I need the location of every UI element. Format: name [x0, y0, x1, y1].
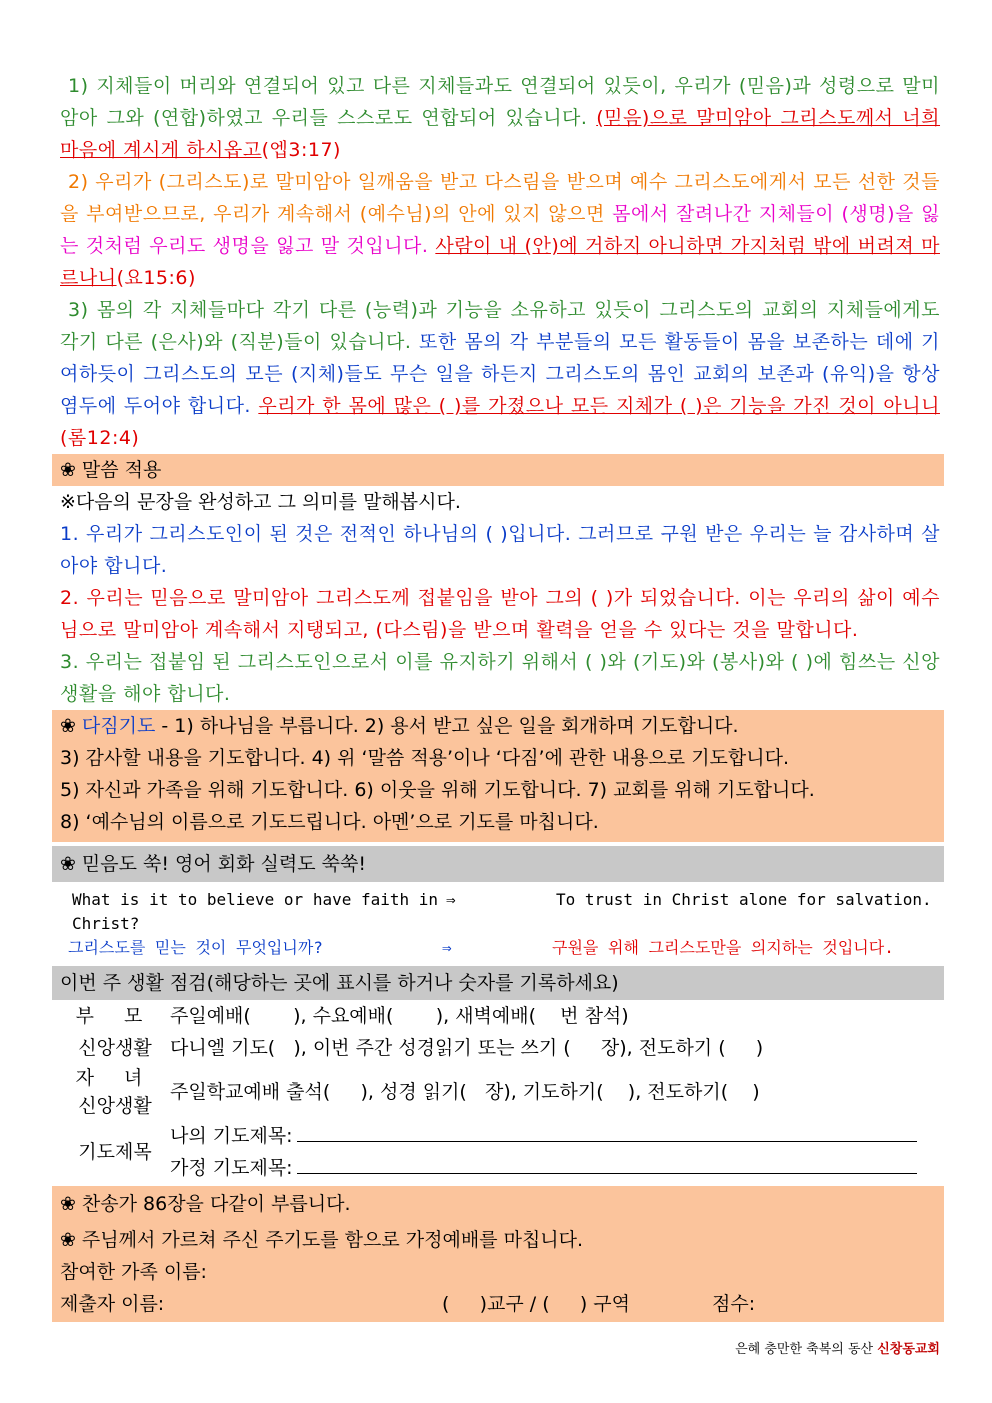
question-en: What is it to believe or have faith in Christ? — [72, 890, 439, 933]
parents-row-1 — [60, 1000, 940, 1032]
children-line: 주일학교예배 출석( ), 성경 읽기( 장), 기도하기( ), 전도하기( ) — [170, 1081, 760, 1103]
parents-line-1: 주일예배( ), 수요예배( ), 새벽예배( 번 참석) — [170, 1005, 629, 1027]
check-section — [60, 1000, 940, 1184]
answer-ko: 구원을 위해 그리스도만을 의지하는 것입니다. — [552, 938, 894, 957]
my-prayer-row — [170, 1120, 917, 1152]
english-header — [52, 846, 944, 882]
lord-prayer-text: 주님께서 가르쳐 주신 주기도를 함으로 가정예배를 마칩니다. — [81, 1229, 584, 1251]
paragraph-3 — [60, 294, 940, 454]
arrow-icon: ⇒ — [446, 890, 456, 909]
apply-header-label: 말씀 적용 — [81, 459, 162, 481]
flower-icon: ❀ — [60, 1193, 76, 1215]
paragraph-2-magenta: 몸에서 잘려나간 지체들이 (생명)을 잃는 것처럼 우리도 생명을 잃고 말 것입니다. — [60, 203, 940, 257]
paragraph-2-ref: (요15:6) — [116, 267, 196, 289]
district-field[interactable]: ( )교구 / ( ) 구역 — [442, 1293, 630, 1315]
arrow-icon: ⇒ — [442, 938, 452, 957]
parents-label: 부 모 — [75, 1005, 155, 1027]
apply-item-1: 1. 우리가 그리스도인이 된 것은 전적인 하나님의 ( )입니다. 그러므로 구원 받은 우리는 늘 감사하며 살아야 합니다. — [60, 523, 940, 577]
flower-icon: ❀ — [60, 853, 76, 875]
flower-icon: ❀ — [60, 1229, 76, 1251]
parents-faith-label: 신앙생활 — [78, 1037, 152, 1059]
paragraph-1 — [60, 70, 940, 166]
footer-motto: 은혜 충만한 축복의 동산 — [735, 1342, 874, 1357]
answer-en: To trust in Christ alone for salvation. — [556, 890, 932, 909]
paragraph-3-text: 3) 몸의 각 지체들마다 각기 다른 (능력)과 기능을 소유하고 있듯이 그리스도의 교회의 지체들에게도 각기 다른 (은사)와 (직분)들이 있습니다. — [60, 299, 940, 353]
my-prayer-field[interactable] — [297, 1121, 917, 1142]
prayer-topics — [170, 1120, 917, 1184]
question-ko: 그리스도를 믿는 것이 무엇입니까? — [68, 938, 323, 957]
english-qa — [60, 882, 940, 966]
paragraph-3-blue: 또한 몸의 각 부분들의 모든 활동들이 몸을 보존하는 데에 기여하듯이 그리스도의 모든 (지체)들도 무슨 일을 하든지 그리스도의 몸인 교회의 보존과 (유익)을 항상 염두에 두어야 합니다. — [60, 331, 941, 417]
hymn-text: 찬송가 86장을 다같이 부릅니다. — [81, 1193, 351, 1215]
paragraph-1-text: 1) 지체들이 머리와 연결되어 있고 다른 지체들과도 연결되어 있듯이, 우리가 (믿음)과 성령으로 말미암아 그와 (연합)하였고 우리들 스스로도 연합되어 있습니다. — [60, 75, 940, 129]
submitter-field[interactable]: 제출자 이름: — [60, 1293, 165, 1315]
family-prayer-field[interactable] — [297, 1153, 917, 1174]
prayer-title: 다짐기도 — [81, 715, 156, 737]
apply-item-2: 2. 우리는 믿음으로 말미암아 그리스도께 접붙임을 받아 그의 ( )가 되었습니다. 이는 우리의 삶이 예수님으로 말미암아 계속해서 지탱되고, (다스림)을 받으며 활력을 얻을 수 있다는 것을 말합니다. — [60, 587, 940, 641]
parents-line-2: 다니엘 기도( ), 이번 주간 성경읽기 또는 쓰기 ( 장), 전도하기 ( ) — [170, 1037, 764, 1059]
flower-icon: ❀ — [60, 459, 76, 481]
prayer-line-1-text: - 1) 하나님을 부릅니다. 2) 용서 받고 싶은 일을 회개하며 기도합니다. — [155, 715, 739, 737]
flower-icon: ❀ — [60, 715, 76, 737]
prayer-line-3: 5) 자신과 가족을 위해 기도합니다. 6) 이웃을 위해 기도합니다. 7) 교회를 위해 기도합니다. — [60, 779, 815, 801]
prayer-section — [52, 710, 944, 842]
worship-sheet — [60, 70, 940, 1322]
paragraph-1-verse: (믿음)으로 말미암아 그리스도께서 너희 마음에 계시게 하시옵고 — [60, 107, 941, 161]
apply-intro: ※다음의 문장을 완성하고 그 의미를 말해봅시다. — [60, 491, 461, 513]
family-prayer-row — [170, 1152, 917, 1184]
hymn-line — [60, 1188, 936, 1220]
english-qa-row-en — [60, 888, 940, 936]
score-field[interactable]: 점수: — [712, 1293, 756, 1315]
english-qa-row-ko — [60, 936, 940, 960]
prayer-topics-row — [60, 1120, 940, 1184]
paragraph-2-text: 2) 우리가 (그리스도)로 말미암아 일깨움을 받고 다스림을 받으며 예수 그리스도에게서 모든 선한 것들을 부여받으므로, 우리가 계속해서 (예수님)의 안에 있지 않으면 — [60, 171, 940, 225]
my-prayer-label: 나의 기도제목: — [170, 1125, 293, 1147]
paragraph-2 — [60, 166, 940, 294]
paragraph-3-ref: (롬12:4) — [60, 427, 140, 449]
family-prayer-label: 가정 기도제목: — [170, 1157, 293, 1179]
paragraph-3-verse: 우리가 한 몸에 많은 ( )를 가졌으나 모든 지체가 ( )은 기능을 가진 것이 아니니 — [258, 395, 940, 417]
paragraph-2-verse: 사람이 내 (안)에 거하지 아니하면 가지처럼 밖에 버려져 마르나니 — [60, 235, 940, 289]
paragraph-1-ref: (엡3:17) — [261, 139, 341, 161]
apply-item-3: 3. 우리는 접붙임 된 그리스도인으로서 이를 유지하기 위해서 ( )와 (기도)와 (봉사)와 ( )에 힘쓰는 신앙생활을 해야 합니다. — [60, 651, 940, 705]
prayer-line-1 — [60, 710, 936, 742]
parents-row-2 — [60, 1032, 940, 1064]
children-label: 자 녀 — [75, 1067, 155, 1089]
children-faith-label: 신앙생활 — [78, 1095, 152, 1117]
prayer-topics-label: 기도제목 — [78, 1141, 152, 1163]
children-labels — [60, 1064, 170, 1120]
check-header: 이번 주 생활 점검(해당하는 곳에 표시를 하거나 숫자를 기록하세요) — [52, 966, 944, 1000]
footer — [735, 1338, 940, 1357]
english-header-label: 믿음도 쑥! 영어 회화 실력도 쑥쑥! — [81, 853, 366, 875]
family-names-field[interactable]: 참여한 가족 이름: — [60, 1261, 207, 1283]
prayer-line-2: 3) 감사할 내용을 기도합니다. 4) 위 ‘말씀 적용’이나 ‘다짐’에 관한 내용으로 기도합니다. — [60, 747, 790, 769]
lord-prayer-line — [60, 1224, 936, 1256]
submitter-row — [60, 1288, 936, 1320]
children-row — [60, 1064, 940, 1120]
closing-section — [52, 1186, 944, 1322]
church-name: 신창동교회 — [877, 1342, 940, 1357]
apply-header — [52, 454, 944, 486]
prayer-line-4: 8) ‘예수님의 이름으로 기도드립니다. 아멘’으로 기도를 마칩니다. — [60, 811, 599, 833]
